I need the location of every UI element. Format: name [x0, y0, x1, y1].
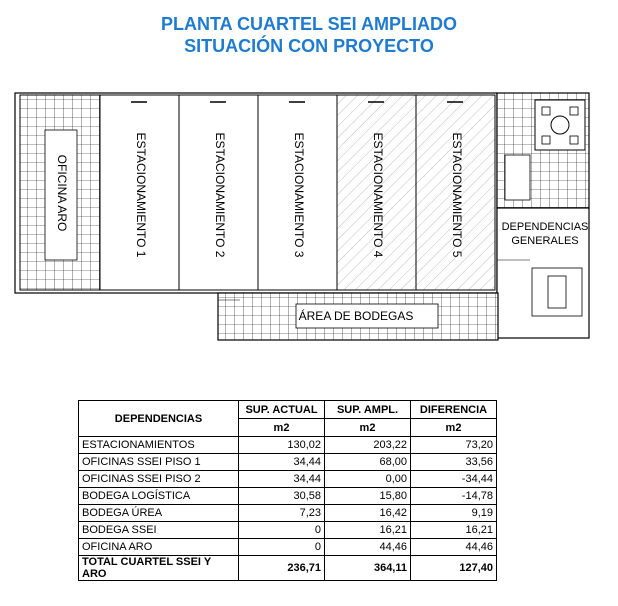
row-actual: 7,23 — [239, 505, 325, 522]
row-actual: 34,44 — [239, 471, 325, 488]
row-actual: 0 — [239, 522, 325, 539]
row-dif: 16,21 — [411, 522, 497, 539]
row-name: ESTACIONAMIENTOS — [79, 437, 239, 454]
col-diferencia: DIFERENCIA — [411, 401, 497, 419]
row-dif: -34,44 — [411, 471, 497, 488]
parking-label-5: ESTACIONAMIENTO 5 — [450, 132, 464, 258]
row-dif: 33,56 — [411, 454, 497, 471]
parking-label-2: ESTACIONAMIENTO 2 — [213, 132, 227, 258]
row-dif: 73,20 — [411, 437, 497, 454]
unit-actual: m2 — [239, 419, 325, 437]
table-row — [79, 505, 497, 522]
row-name: BODEGA ÚREA — [79, 505, 239, 522]
row-name: OFICINA ARO — [79, 539, 239, 556]
col-sup-ampl: SUP. AMPL. — [325, 401, 411, 419]
row-name: BODEGA LOGÍSTICA — [79, 488, 239, 505]
row-ampl: 16,42 — [325, 505, 411, 522]
row-ampl: 203,22 — [325, 437, 411, 454]
table-row — [79, 539, 497, 556]
unit-ampl: m2 — [325, 419, 411, 437]
unit-dif: m2 — [411, 419, 497, 437]
table-row — [79, 522, 497, 539]
row-actual: 34,44 — [239, 454, 325, 471]
dependencias-label-2: GENERALES — [511, 235, 579, 247]
table-row — [79, 437, 497, 454]
total-dif: 127,40 — [411, 556, 497, 581]
row-ampl: 15,80 — [325, 488, 411, 505]
total-actual: 236,71 — [239, 556, 325, 581]
table-header-row — [79, 401, 497, 419]
row-actual: 130,02 — [239, 437, 325, 454]
col-dependencias: DEPENDENCIAS — [79, 401, 239, 437]
row-dif: -14,78 — [411, 488, 497, 505]
parking-label-4: ESTACIONAMIENTO 4 — [371, 132, 385, 258]
total-name: TOTAL CUARTEL SSEI Y ARO — [79, 556, 239, 581]
row-name: BODEGA SSEI — [79, 522, 239, 539]
row-actual: 30,58 — [239, 488, 325, 505]
parking-label-3: ESTACIONAMIENTO 3 — [292, 132, 306, 258]
row-name: OFICINAS SSEI PISO 2 — [79, 471, 239, 488]
col-sup-actual: SUP. ACTUAL — [239, 401, 325, 419]
plan-title-line1: PLANTA CUARTEL SEI AMPLIADO — [161, 14, 457, 34]
table-row — [79, 454, 497, 471]
plan-title-line2: SITUACIÓN CON PROYECTO — [184, 36, 434, 56]
dependencias-label-1: DEPENDENCIAS — [501, 221, 589, 233]
table-row — [79, 471, 497, 488]
parking-label-1: ESTACIONAMIENTO 1 — [134, 132, 148, 258]
row-name: OFICINAS SSEI PISO 1 — [79, 454, 239, 471]
bodegas-label: ÁREA DE BODEGAS — [298, 309, 414, 323]
row-ampl: 0,00 — [325, 471, 411, 488]
row-ampl: 68,00 — [325, 454, 411, 471]
row-dif: 9,19 — [411, 505, 497, 522]
table-total-row — [79, 556, 497, 581]
surface-table — [78, 400, 497, 581]
row-dif: 44,46 — [411, 539, 497, 556]
row-ampl: 16,21 — [325, 522, 411, 539]
table-row — [79, 488, 497, 505]
row-ampl: 44,46 — [325, 539, 411, 556]
row-actual: 0 — [239, 539, 325, 556]
oficina-aro-label: OFICINA ARO — [55, 154, 69, 232]
total-ampl: 364,11 — [325, 556, 411, 581]
